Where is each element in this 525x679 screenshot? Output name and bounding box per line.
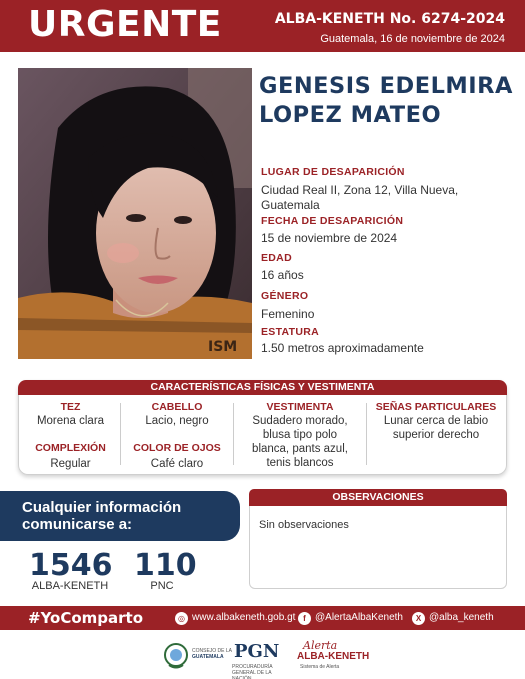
contact-line2: comunicarse a: [22, 516, 133, 533]
age-value: 16 años [261, 268, 304, 282]
hashtag[interactable]: #YoComparto [28, 609, 144, 627]
logos-row [0, 636, 525, 679]
clothing-value [235, 414, 365, 470]
clothing-label: VESTIMENTA [266, 401, 334, 413]
facebook-text: @AlertaAlbaKeneth [315, 612, 403, 623]
pgn-logo-subtitle: PROCURADURÍA GENERAL DE LA NACIÓN [232, 664, 273, 679]
alba-keneth-logo: ALBA-KENETH [297, 651, 370, 662]
hair-value: Lacio, negro [145, 415, 209, 427]
clothing-line: blanca, pants azul, [252, 443, 348, 455]
height-label: ESTATURA [261, 326, 320, 338]
build-label: COMPLEXIÓN [35, 442, 106, 454]
skin-tone-label: TEZ [60, 401, 81, 413]
gov-logo-text [192, 648, 236, 660]
alert-date: Guatemala, 16 de noviembre de 2024 [320, 33, 505, 45]
gender-value: Femenino [261, 307, 315, 321]
urgent-title: URGENTE [28, 4, 222, 45]
footer-bar [0, 606, 525, 630]
twitter-link[interactable] [412, 611, 494, 625]
phone-number-pnc[interactable]: 110 [134, 548, 197, 583]
header-bar [0, 0, 525, 52]
alert-number: ALBA-KENETH No. 6274-2024 [274, 11, 505, 27]
pgn-logo: PGN [234, 641, 280, 662]
person-name-line1: GENESIS EDELMIRA [259, 73, 513, 99]
website-text: www.albakeneth.gob.gt [192, 612, 296, 623]
website-link[interactable] [175, 611, 295, 625]
marks-value [368, 414, 504, 442]
disappearance-place-value [261, 183, 511, 213]
contact-text [22, 499, 181, 533]
x-icon: X [412, 612, 425, 625]
gov-logo-line1: CONSEJO DE LA [192, 648, 233, 654]
disappearance-date-label: FECHA DE DESAPARICIÓN [261, 215, 404, 227]
gov-logo-line2: GUATEMALA [192, 654, 224, 660]
twitter-text: @alba_keneth [429, 612, 494, 623]
facebook-icon: f [298, 612, 311, 625]
characteristics-title: CARACTERÍSTICAS FÍSICAS Y VESTIMENTA [18, 380, 507, 395]
guatemala-seal-icon [163, 641, 189, 671]
person-name [259, 72, 519, 130]
alerta-logo-text: Alerta [303, 639, 338, 652]
build-value: Regular [50, 458, 91, 470]
globe-icon: ◎ [175, 612, 188, 625]
phone-label-alba: ALBA-KENETH [31, 580, 109, 592]
column-divider [233, 403, 234, 465]
hair-label: CABELLO [151, 401, 203, 413]
alba-logo-subtitle: Sistema de Alerta [300, 664, 340, 670]
contact-banner [0, 491, 240, 541]
shirt-print-text: ISM [208, 339, 238, 355]
portrait-image [18, 68, 252, 359]
facebook-link[interactable] [298, 611, 403, 625]
gender-label: GÉNERO [261, 290, 309, 302]
age-label: EDAD [261, 252, 292, 264]
disappearance-place-line1: Ciudad Real II, Zona 12, Villa Nueva, [261, 183, 459, 197]
missing-person-photo [18, 68, 252, 359]
disappearance-place-label: LUGAR DE DESAPARICIÓN [261, 166, 405, 178]
disappearance-place-line2: Guatemala [261, 198, 320, 212]
observations-box [249, 489, 507, 589]
skin-tone-value: Morena clara [36, 415, 105, 427]
characteristics-panel [18, 380, 507, 475]
contact-line1: Cualquier información [22, 499, 182, 516]
phone-number-alba[interactable]: 1546 [29, 548, 113, 583]
clothing-line: Sudadero morado, [252, 415, 348, 427]
eye-color-value: Café claro [150, 458, 204, 470]
marks-line: Lunar cerca de labio [383, 415, 489, 427]
marks-label: SEÑAS PARTICULARES [375, 401, 497, 413]
column-divider [366, 403, 367, 465]
clothing-line: tenis blancos [266, 457, 334, 469]
disappearance-date-value: 15 de noviembre de 2024 [261, 231, 398, 245]
person-name-line2: LOPEZ MATEO [259, 102, 442, 128]
height-value: 1.50 metros aproximadamente [261, 341, 424, 355]
observations-title: OBSERVACIONES [249, 489, 507, 506]
phone-label-pnc: PNC [150, 580, 174, 592]
clothing-line: blusa tipo polo [262, 429, 338, 441]
marks-line: superior derecho [392, 429, 480, 441]
observations-text: Sin observaciones [259, 519, 349, 531]
column-divider [120, 403, 121, 465]
eye-color-label: COLOR DE OJOS [133, 442, 221, 454]
